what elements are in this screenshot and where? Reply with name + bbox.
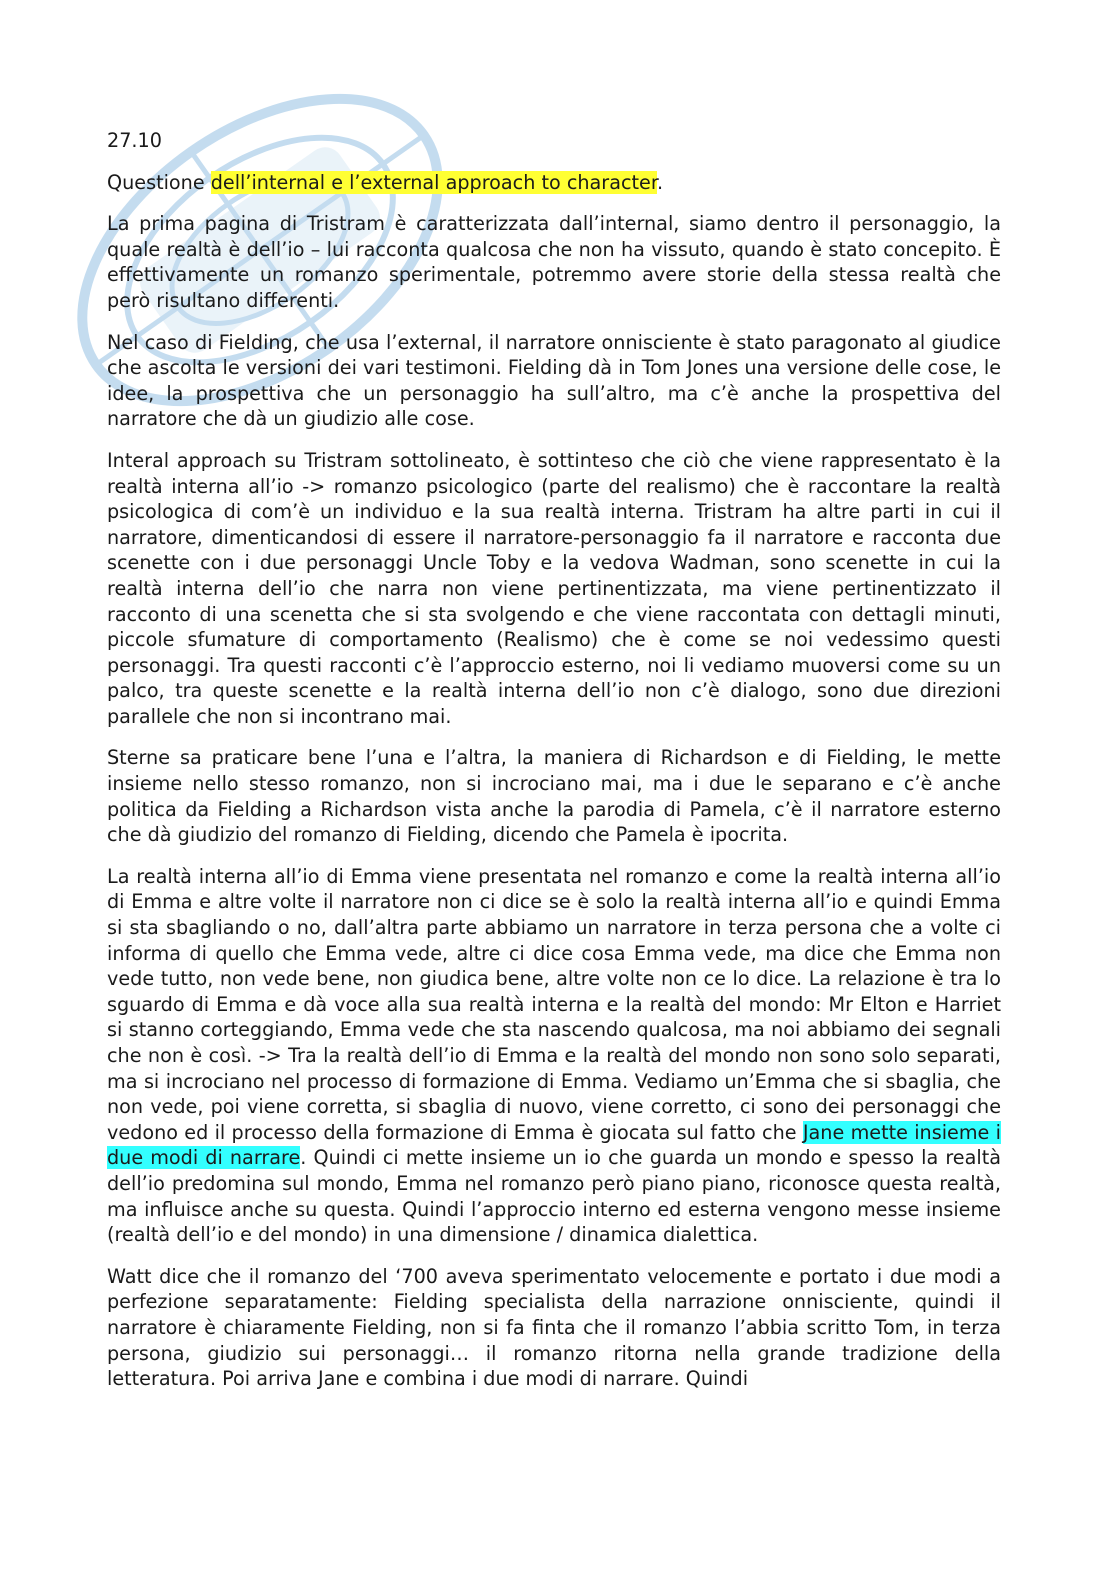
paragraph-6	[107, 864, 1001, 1248]
paragraph-1-tail: .	[656, 170, 664, 194]
document-body	[107, 128, 1001, 1408]
paragraph-4: Interal approach su Tristram sottolineato, è sottinteso che ciò che viene rappresentato è la realtà interna all’io -> romanzo psicologico (parte del realismo) che è raccontare la realtà psicologica di com’è un individuo e la sua realtà interna. Tristram ha altre parti in cui il narratore, dimenticandosi di essere il narratore-personaggio fa il narratore e racconta due scenette con i due personaggi Uncle Toby e la vedova Wadman, sono scenette in cui la realtà interna dell’io che narra non viene pertinentizzata, ma viene pertinentizzato il racconto di una scenetta che si sta svolgendo e che viene raccontata con dettagli minuti, piccole sfumature di comportamento (Realismo) che è come se noi vedessimo questi personaggi. Tra questi racconti c’è l’approccio esterno, noi li vediamo muoversi come su un palco, tra queste scenette e la realtà interna dell’io non c’è dialogo, sono due direzioni parallele che non si incontrano mai.	[107, 448, 1001, 728]
paragraph-1-lead: Questione	[107, 170, 211, 194]
paragraph-6-lead: La realtà interna all’io di Emma viene presentata nel romanzo e come la realtà interna all’io di Emma e altre volte il narratore non ci dice se è solo la realtà interna all’io e quindi Emma si sta sbagliando o no, dall’altra parte abbiamo un narratore in terza persona che a volte ci informa di quello che Emma vede, altre ci dice cosa Emma vede, ma dice che Emma non vede tutto, non vede bene, non giudica bene, altre volte non ce lo dice. La relazione è tra lo sguardo di Emma e dà voce alla sua realtà interna e la realtà del mondo: Mr Elton e Harriet si stanno corteggiando, Emma vede che sta nascendo qualcosa, ma noi abbiamo dei segnali che non è così. -> Tra la realtà dell’io di Emma e la realtà del mondo non sono solo separati, ma si incrociano nel processo di formazione di Emma. Vediamo un’Emma che si sbaglia, che non vede, poi viene corretta, si sbaglia di nuovo, viene corretto, ci sono dei personaggi che vedono ed il processo della formazione di Emma è giocata sul fatto che	[107, 864, 1001, 1144]
paragraph-6-tail: . Quindi ci mette insieme un io che guarda un mondo e spesso la realtà dell’io predomina sul mondo, Emma nel romanzo però piano piano, riconosce questa realtà, ma influisce anche su questa. Quindi l’approccio interno ed esterna vengono messe insieme (realtà dell’io e del mondo) in una dimensione / dinamica dialettica.	[107, 1146, 1001, 1247]
paragraph-1	[107, 170, 1001, 196]
yellow-highlight: dell’internal e l’external approach to character	[210, 170, 657, 194]
cyan-highlight: Jane mette insieme i due modi di narrare	[107, 1120, 1001, 1170]
paragraph-2: La prima pagina di Tristram è caratterizzata dall’internal, siamo dentro il personaggio, la quale realtà è dell’io – lui racconta qualcosa che non ha vissuto, quando è stato concepito. È effettivamente un romanzo sperimentale, potremmo avere storie della stessa realtà che però risultano differenti.	[107, 212, 1001, 312]
paragraph-3: Nel caso di Fielding, che usa l’external, il narratore onnisciente è stato paragonato al giudice che ascolta le versioni dei vari testimoni. Fielding dà in Tom Jones una versione delle cose, le idee, la prospettiva che un personaggio ha sull’altro, ma c’è anche la prospettiva del narratore che dà un giudizio alle cose.	[107, 330, 1001, 431]
paragraph-7: Watt dice che il romanzo del ‘700 aveva sperimentato velocemente e portato i due modi a perfezione separatamente: Fielding specialista della narrazione onnisciente, quindi il narratore è chiaramente Fielding, non si fa finta che il romanzo l’abbia scritto Tom, in terza persona, giudizio sui personaggi… il romanzo ritorna nella grande tradizione della letteratura. Poi arriva Jane e combina i due modi di narrare. Quindi	[107, 1264, 1001, 1391]
paragraph-5: Sterne sa praticare bene l’una e l’altra, la maniera di Richardson e di Fielding, le mette insieme nello stesso romanzo, non si incrociano mai, ma i due le separano e c’è anche politica da Fielding a Richardson vista anche la parodia di Pamela, c’è il narratore esterno che dà giudizio del romanzo di Fielding, dicendo che Pamela è ipocrita.	[107, 746, 1001, 847]
date-heading: 27.10	[107, 129, 162, 152]
